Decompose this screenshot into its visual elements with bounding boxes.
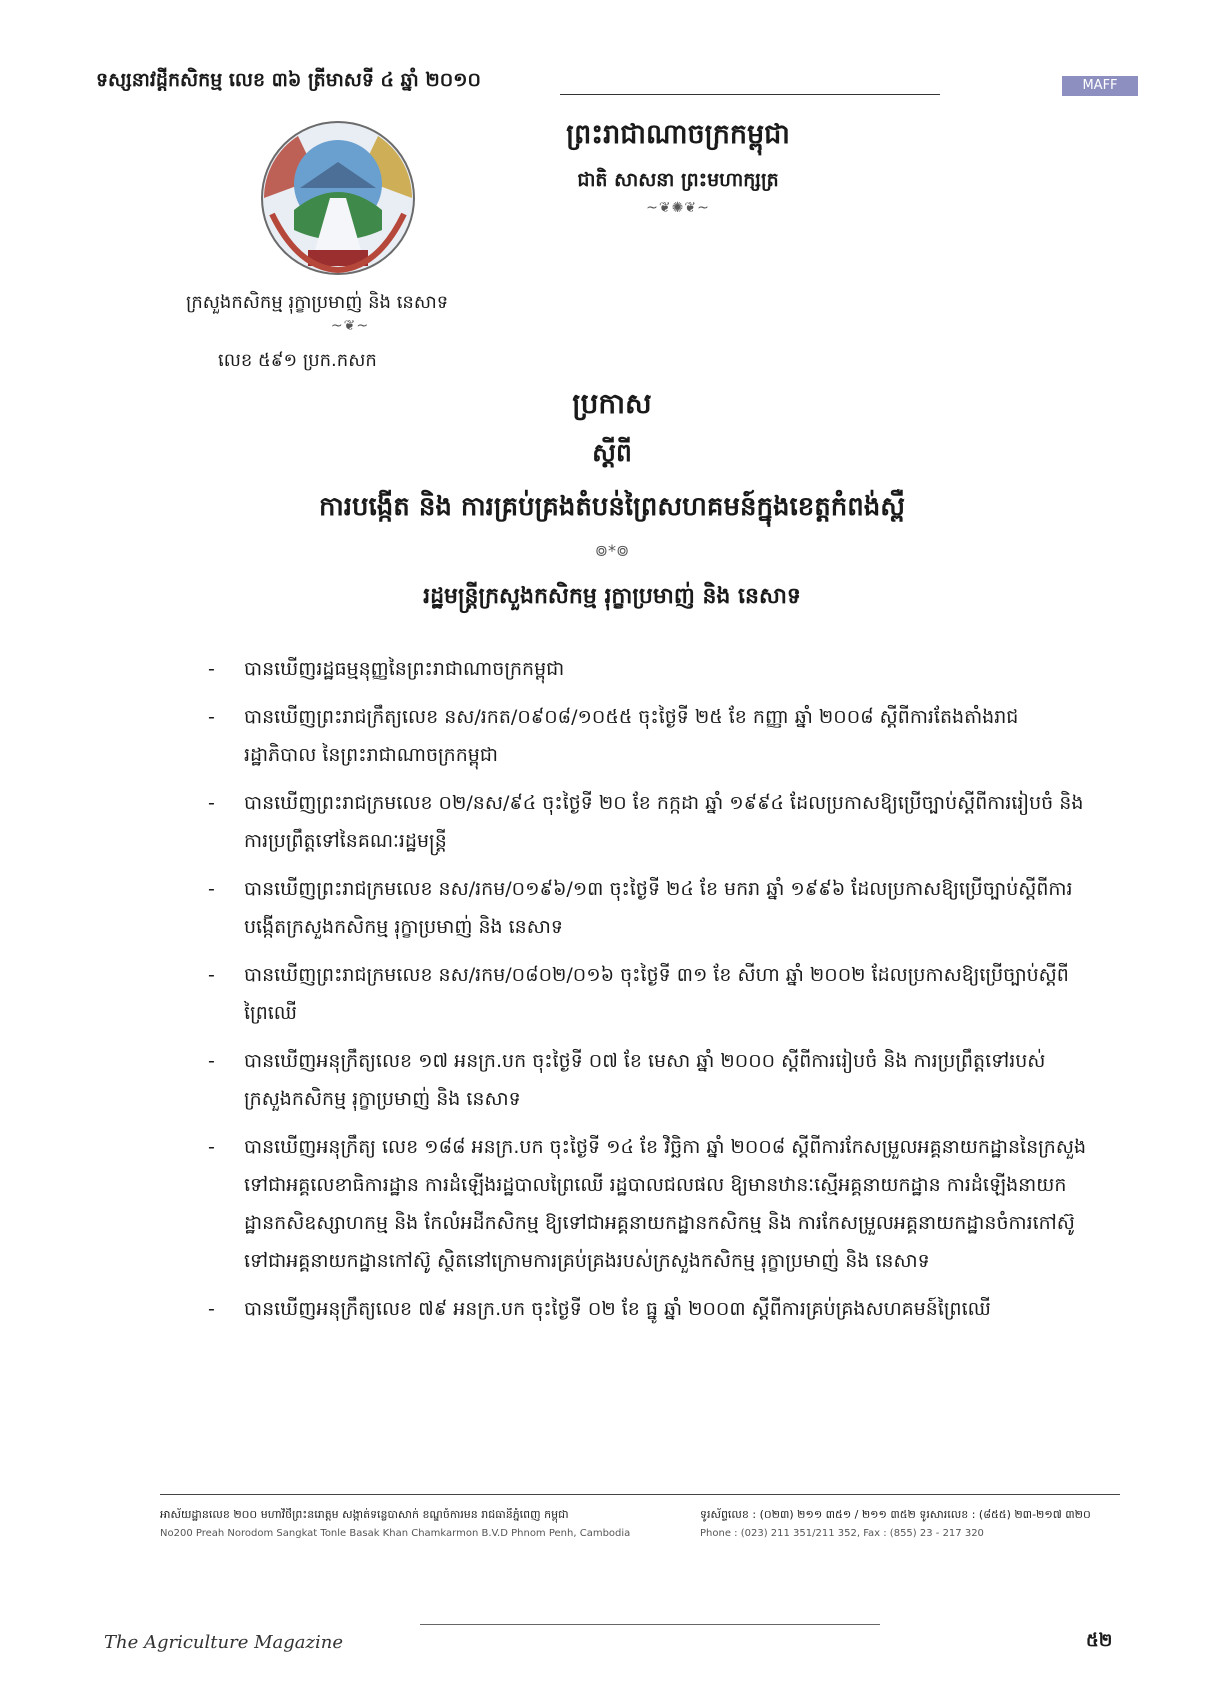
- ministry-ornament: ~❦~: [330, 318, 370, 334]
- clause-text: បានឃើញអនុក្រឹត្យ លេខ ១៨៨ អនក្រ.បក ចុះថ្ងៃទី ១៤ ខែ វិច្ឆិកា ឆ្នាំ ២០០៨ ស្តីពីការកែសម្រួលអគ្គនាយកដ្ឋាននៃក្រសួង ទៅជាអគ្គលេខាធិការដ្ឋាន ការដំឡើងរដ្ឋបាលព្រៃឈើ រដ្ឋបាលជលផល ឱ្យមានឋានៈស្មើអគ្គនាយកដ្ឋាន ការដំឡើងនាយកដ្ឋានកសិឧស្សាហកម្ម និង កែលំអដីកសិកម្ម ឱ្យទៅជាអគ្គនាយកដ្ឋានកសិកម្ម និង ការកែសម្រួលអគ្គនាយកដ្ឋានចំការកៅស៊ូទៅជាអគ្គនាយកដ្ឋានកៅស៊ូ ស្ថិតនៅក្រោមការគ្រប់គ្រងរបស់ក្រសួងកសិកម្ម រុក្ខាប្រមាញ់ និង នេសាទ: [244, 1136, 1087, 1272]
- list-item: - បានឃើញព្រះរាជក្រមលេខ នស/រកម/០១៩៦/១៣ ចុះថ្ងៃទី ២៤ ខែ មករា ឆ្នាំ ១៩៩៦ ដែលប្រកាសឱ្យប្រើច្បាប់ស្តីពីការបង្កើតក្រសួងកសិកម្ម រុក្ខាប្រមាញ់ និង នេសាទ: [208, 878, 1073, 938]
- list-item: - បានឃើញរដ្ឋធម្មនុញ្ញនៃព្រះរាជាណាចក្រកម្ពុជា: [208, 658, 565, 680]
- clause-text: បានឃើញព្រះរាជក្រមលេខ នស/រកម/០៨០២/០១៦ ចុះថ្ងៃទី ៣១ ខែ សីហា ឆ្នាំ ២០០២ ដែលប្រកាសឱ្យប្រើច្បាប់ស្តីពីព្រៃឈើ: [244, 964, 1069, 1024]
- header-rule: [560, 94, 940, 95]
- list-item: - បានឃើញព្រះរាជក្រមលេខ នស/រកម/០៨០២/០១៦ ចុះថ្ងៃទី ៣១ ខែ សីហា ឆ្នាំ ២០០២ ដែលប្រកាសឱ្យប្រើច្បាប់ស្តីពីព្រៃឈើ: [208, 964, 1069, 1024]
- ministry-name: ក្រសួងកសិកម្ម រុក្ខាប្រមាញ់ និង នេសាទ: [186, 292, 449, 313]
- footer-phone-khmer: ទូរស័ព្ទលេខ : (០២៣) ២១១ ៣៥១ / ២១១ ៣៥២ ទូរសារលេខ : (៨៥៥) ២៣-២១៧ ៣២០: [700, 1508, 1091, 1521]
- title-ornament: ៙*៙: [594, 541, 630, 560]
- clause-text: បានឃើញព្រះរាជក្រឹត្យលេខ នស/រកត/០៩០៨/១០៥៥ ចុះថ្ងៃទី ២៥ ខែ កញ្ញា ឆ្នាំ ២០០៨ ស្តីពីការតែងតាំងរាជរដ្ឋាភិបាល នៃព្រះរាជាណាចក្រកម្ពុជា: [244, 706, 1019, 766]
- journal-header: ទស្សនាវដ្តីកសិកម្ម លេខ ៣៦ ត្រីមាសទី ៤ ឆ្នាំ ២០១០: [96, 69, 481, 91]
- magazine-rule: [420, 1624, 880, 1625]
- footer-address-khmer: អាស័យដ្ឋានលេខ ២០០ មហាវិថីព្រះនរោត្តម សង្កាត់ទន្លេបាសាក់ ខណ្ឌចំការមន រាជធានីភ្នំពេញ កម្ពុជា: [160, 1508, 569, 1521]
- footer-rule: [160, 1494, 1120, 1495]
- footer-address-english: No200 Preah Norodom Sangkat Tonle Basak Khan Chamkarmon B.V.D Phnom Penh, Cambodia: [160, 1528, 631, 1539]
- national-motto: ជាតិ សាសនា ព្រះមហាក្សត្រ: [577, 169, 779, 191]
- list-item: - បានឃើញព្រះរាជក្រឹត្យលេខ នស/រកត/០៩០៨/១០៥៥ ចុះថ្ងៃទី ២៥ ខែ កញ្ញា ឆ្នាំ ២០០៨ ស្តីពីការតែងតាំងរាជរដ្ឋាភិបាល នៃព្រះរាជាណាចក្រកម្ពុជា: [208, 706, 1019, 766]
- list-item: - បានឃើញអនុក្រឹត្យ លេខ ១៨៨ អនក្រ.បក ចុះថ្ងៃទី ១៤ ខែ វិច្ឆិកា ឆ្នាំ ២០០៨ ស្តីពីការកែសម្រួលអគ្គនាយកដ្ឋាននៃក្រសួង ទៅជាអគ្គលេខាធិការដ្ឋាន ការដំឡើងរដ្ឋបាលព្រៃឈើ រដ្ឋបាលជលផល ឱ្យមានឋានៈស្មើអគ្គនាយកដ្ឋាន ការដំឡើងនាយកដ្ឋានកសិឧស្សាហកម្ម និង កែលំអដីកសិកម្ម ឱ្យទៅជាអគ្គនាយកដ្ឋានកសិកម្ម និង ការកែសម្រួលអគ្គនាយកដ្ឋានចំការកៅស៊ូទៅជាអគ្គនាយកដ្ឋានកៅស៊ូ ស្ថិតនៅក្រោមការគ្រប់គ្រងរបស់ក្រសួងកសិកម្ម រុក្ខាប្រមាញ់ និង នេសាទ: [208, 1136, 1087, 1272]
- list-item: - បានឃើញអនុក្រឹត្យលេខ ៧៩ អនក្រ.បក ចុះថ្ងៃទី ០២ ខែ ធ្នូ ឆ្នាំ ២០០៣ ស្តីពីការគ្រប់គ្រងសហគមន៍ព្រៃឈើ: [208, 1298, 991, 1320]
- clause-text: បានឃើញព្រះរាជក្រមលេខ នស/រកម/០១៩៦/១៣ ចុះថ្ងៃទី ២៤ ខែ មករា ឆ្នាំ ១៩៩៦ ដែលប្រកាសឱ្យប្រើច្បាប់ស្តីពីការបង្កើតក្រសួងកសិកម្ម រុក្ខាប្រមាញ់ និង នេសាទ: [244, 878, 1073, 938]
- ministry-emblem-icon: [258, 118, 418, 278]
- document-about: ស្តីពី: [592, 438, 632, 467]
- clause-text: បានឃើញព្រះរាជក្រមលេខ ០២/នស/៩៤ ចុះថ្ងៃទី ២០ ខែ កក្កដា ឆ្នាំ ១៩៩៤ ដែលប្រកាសឱ្យប្រើច្បាប់ស្តីពីការរៀបចំ និង ការប្រព្រឹត្តទៅនៃគណៈរដ្ឋមន្ត្រី: [244, 792, 1084, 852]
- motto-ornament: ~❦✺❦~: [646, 200, 710, 216]
- reference-number: លេខ ៥៩១ ប្រក.កសក: [218, 350, 377, 371]
- clause-text: បានឃើញរដ្ឋធម្មនុញ្ញនៃព្រះរាជាណាចក្រកម្ពុជា: [244, 658, 565, 680]
- list-item: - បានឃើញអនុក្រឹត្យលេខ ១៧ អនក្រ.បក ចុះថ្ងៃទី ០៧ ខែ មេសា ឆ្នាំ ២០០០ ស្តីពីការរៀបចំ និង ការប្រព្រឹត្តទៅរបស់ក្រសួងកសិកម្ម រុក្ខាប្រមាញ់ និង នេសាទ: [208, 1050, 1046, 1110]
- issuing-minister: រដ្ឋមន្ត្រីក្រសួងកសិកម្ម រុក្ខាប្រមាញ់ និង នេសាទ: [423, 584, 801, 609]
- legal-basis-list: [208, 650, 1088, 1338]
- brand-tag: MAFF: [1062, 76, 1138, 96]
- document-subject: ការបង្កើត និង ការគ្រប់គ្រងតំបន់ព្រៃសហគមន៍ក្នុងខេត្តកំពង់ស្ពឺ: [319, 492, 905, 522]
- document-type: ប្រកាស: [572, 387, 652, 420]
- clause-text: បានឃើញអនុក្រឹត្យលេខ ៧៩ អនក្រ.បក ចុះថ្ងៃទី ០២ ខែ ធ្នូ ឆ្នាំ ២០០៣ ស្តីពីការគ្រប់គ្រងសហគមន៍ព្រៃឈើ: [244, 1298, 991, 1320]
- magazine-name: The Agriculture Magazine: [104, 1632, 343, 1653]
- kingdom-title: ព្រះរាជាណាចក្រកម្ពុជា: [566, 119, 790, 150]
- list-item: - បានឃើញព្រះរាជក្រមលេខ ០២/នស/៩៤ ចុះថ្ងៃទី ២០ ខែ កក្កដា ឆ្នាំ ១៩៩៤ ដែលប្រកាសឱ្យប្រើច្បាប់ស្តីពីការរៀបចំ និង ការប្រព្រឹត្តទៅនៃគណៈរដ្ឋមន្ត្រី: [208, 792, 1084, 852]
- page-number: ៥២: [1086, 1630, 1113, 1651]
- clause-text: បានឃើញអនុក្រឹត្យលេខ ១៧ អនក្រ.បក ចុះថ្ងៃទី ០៧ ខែ មេសា ឆ្នាំ ២០០០ ស្តីពីការរៀបចំ និង ការប្រព្រឹត្តទៅរបស់ក្រសួងកសិកម្ម រុក្ខាប្រមាញ់ និង នេសាទ: [244, 1050, 1046, 1110]
- footer-phone-english: Phone : (023) 211 351/211 352, Fax : (855) 23 - 217 320: [700, 1528, 984, 1539]
